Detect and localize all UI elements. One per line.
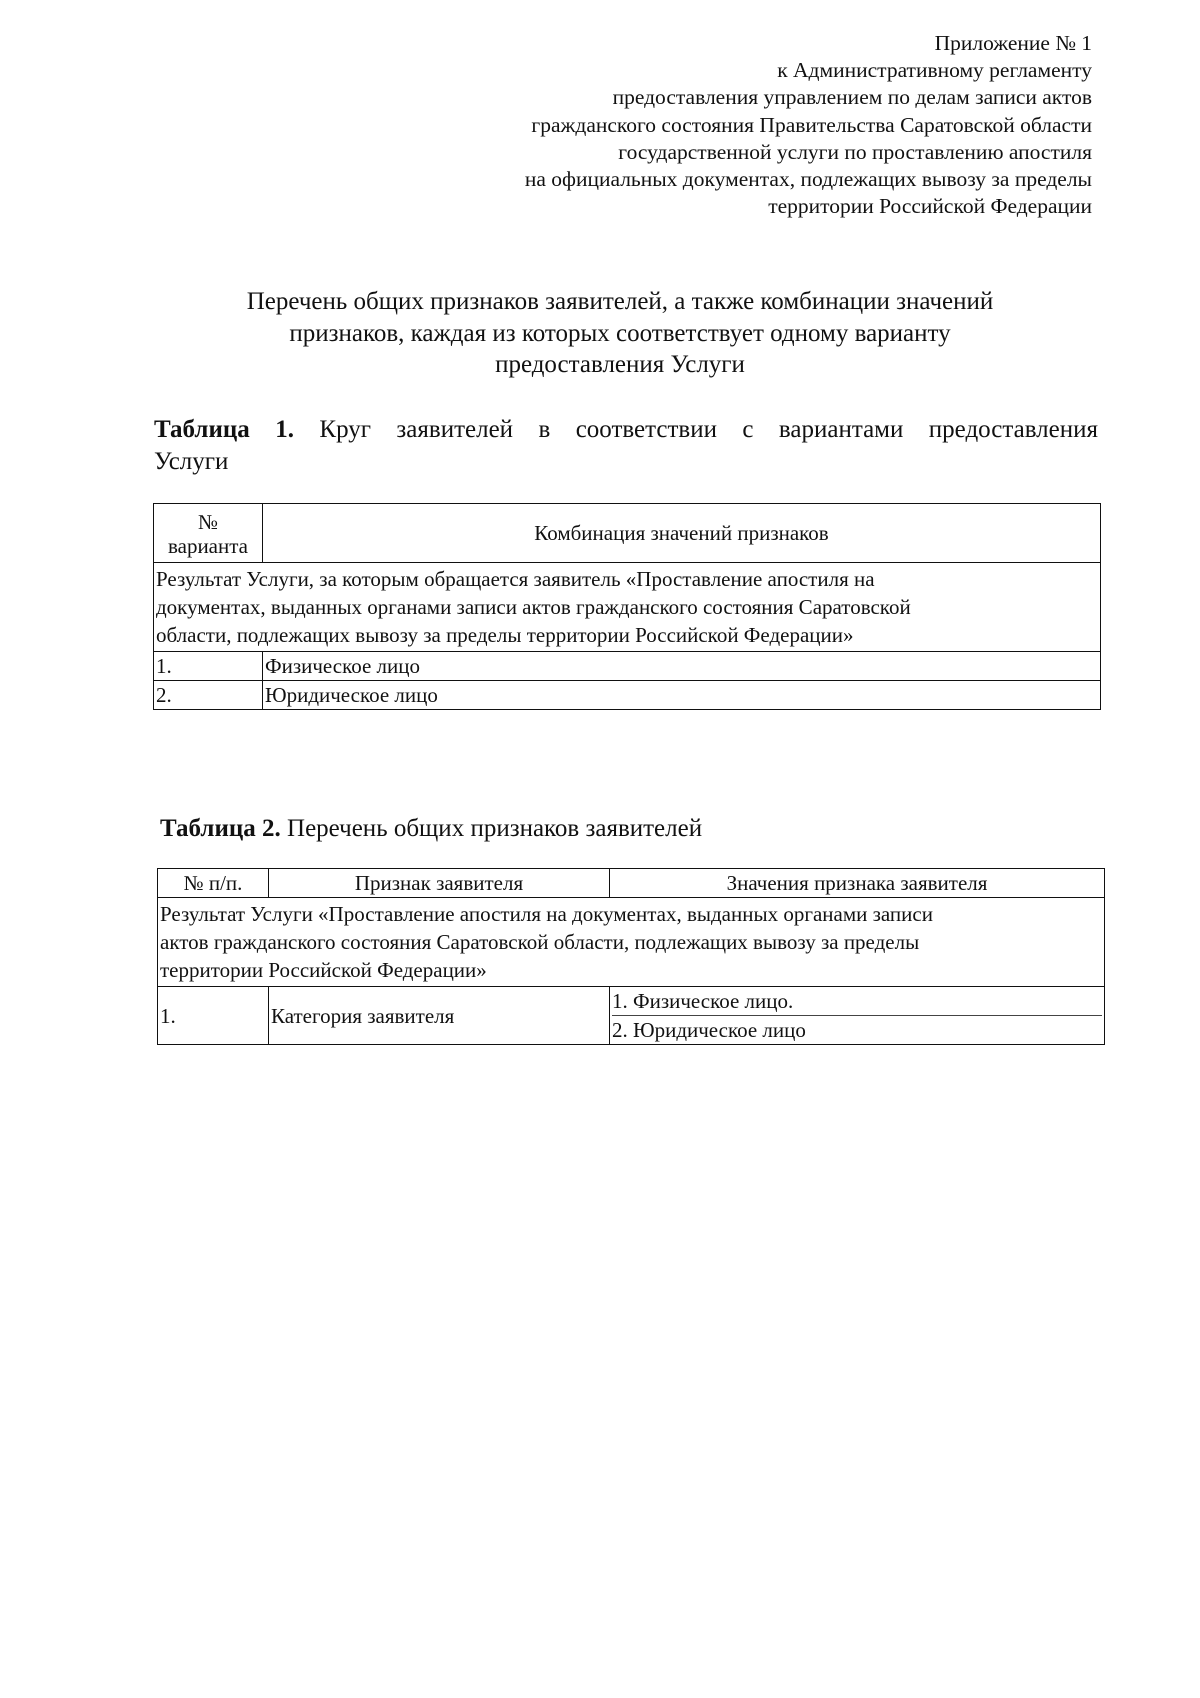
table2-header-sign: Признак заявителя [269,869,610,898]
table2-header-num: № п/п. [158,869,269,898]
table2-row-sign: Категория заявителя [269,987,610,1045]
appendix-line: предоставления управлением по делам записи актов [612,85,1092,110]
table1-row-value: Физическое лицо [263,652,1101,681]
table1-row-value: Юридическое лицо [263,681,1101,710]
table2-caption-bold: Таблица 2. [160,815,281,842]
table1-header-row [154,504,1101,563]
table1-header-combination: Комбинация значений признаков [263,504,1101,563]
table1-result-line: области, подлежащих вывозу за пределы территории Российской Федерации» [156,623,854,647]
table2-header-row [158,869,1105,898]
appendix-line: Приложение № 1 [934,31,1092,55]
table1-result-line: документах, выданных органами записи актов гражданского состояния Саратовской [156,595,911,619]
table1-result-line: Результат Услуги, за которым обращается заявитель «Проставление апостиля на [156,567,875,591]
table1-caption-text: Круг заявителей в соответствии с вариантами предоставления [319,416,1099,443]
table1-header-num-line: варианта [167,534,248,558]
table1-result-row [154,563,1101,652]
table2-row-value-line: 2. Юридическое лицо [612,1015,1102,1044]
appendix-line: государственной услуги по проставлению апостиля [618,139,1092,164]
document-title [150,286,1090,381]
table-row [158,987,1105,1045]
appendix-line: территории Российской Федерации [768,194,1092,219]
table2-row-value-line: 1. Физическое лицо. [612,989,794,1013]
appendix-line: гражданского состояния Правительства Саратовской области [531,112,1092,137]
appendix-line: к Административному регламенту [777,58,1092,83]
table2-row-values [610,987,1105,1045]
table2-caption [160,813,1060,845]
table1-caption-line1 [154,414,1098,446]
table2-result-cell [158,898,1105,987]
table1-caption-line2: Услуги [154,448,229,475]
table1-header-num-line: № [197,510,219,534]
table1 [153,503,1101,710]
appendix-line: на официальных документах, подлежащих вывозу за пределы [524,167,1092,192]
table1-caption-bold: Таблица 1. [154,416,294,443]
table1-row-num: 1. [154,652,263,681]
appendix-header [392,30,1092,220]
table1-header-num [154,504,263,563]
title-line: предоставления Услуги [495,351,745,378]
table2-header-values: Значения признака заявителя [610,869,1105,898]
table1-caption [154,414,1098,478]
table-row [154,652,1101,681]
title-line: признаков, каждая из которых соответствует одному варианту [289,319,951,347]
table2-row-num: 1. [158,987,269,1045]
table2-caption-text: Перечень общих признаков заявителей [287,815,703,842]
table1-result-cell [154,563,1101,652]
table2-result-line: Результат Услуги «Проставление апостиля на документах, выданных органами записи [160,902,933,926]
table2 [157,868,1105,1045]
title-line: Перечень общих признаков заявителей, а также комбинации значений [246,288,994,315]
table2-result-line: актов гражданского состояния Саратовской области, подлежащих вывозу за пределы [160,930,920,954]
table2-result-line: территории Российской Федерации» [160,958,487,982]
table2-result-row [158,898,1105,987]
table1-row-num: 2. [154,681,263,710]
table-row [154,681,1101,710]
